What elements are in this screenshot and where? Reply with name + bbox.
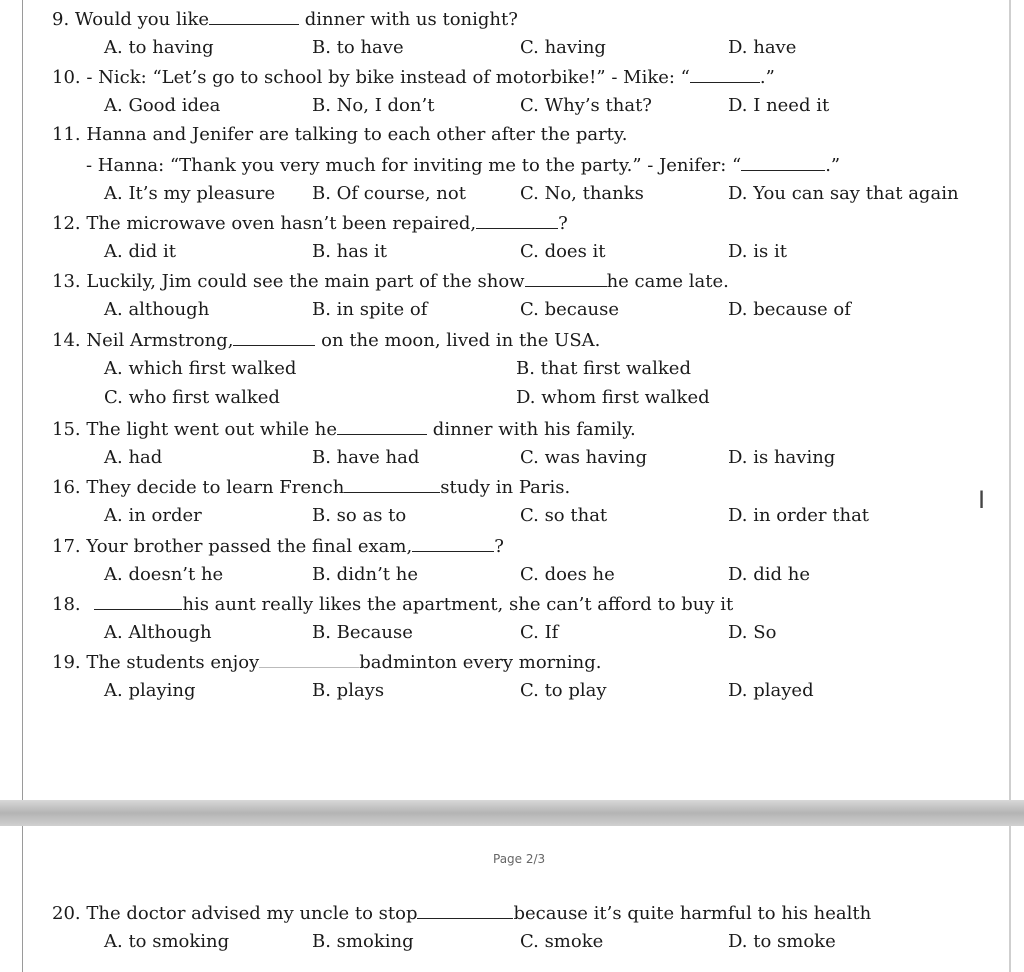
answer-blank (344, 476, 440, 493)
option-b[interactable]: B. Because (312, 622, 413, 643)
question-text: Would you like (74, 9, 210, 30)
question-number: 14. (52, 330, 81, 351)
option-d[interactable]: D. have (728, 37, 797, 58)
option-b[interactable]: B. have had (312, 447, 420, 468)
page-break-separator (0, 800, 1024, 826)
option-a[interactable]: A. did it (104, 241, 176, 262)
question-18 (52, 593, 733, 616)
option-b[interactable]: B. in spite of (312, 299, 428, 320)
question-number: 20. (52, 903, 81, 924)
question-11 (52, 124, 627, 146)
option-b[interactable]: B. didn’t he (312, 564, 418, 585)
question-number: 13. (52, 271, 81, 292)
option-a[interactable]: A. had (104, 447, 163, 468)
question-number: 12. (52, 213, 81, 234)
answer-blank (412, 535, 494, 552)
option-d[interactable]: D. in order that (728, 505, 870, 526)
question-number: 15. (52, 419, 81, 440)
option-c[interactable]: C. was having (520, 447, 648, 468)
option-c[interactable]: C. smoke (520, 931, 604, 952)
question-number: 19. (52, 652, 81, 673)
option-c[interactable]: C. so that (520, 505, 608, 526)
question-text-end: his aunt really likes the apartment, she can’t afford to buy it (182, 594, 734, 615)
option-d[interactable]: D. You can say that again (728, 183, 959, 204)
question-text-end: he came late. (606, 271, 729, 292)
question-number: 17. (52, 536, 81, 557)
option-c[interactable]: C. who first walked (104, 387, 280, 408)
option-d[interactable]: D. whom first walked (516, 387, 710, 408)
question-11-dialogue (86, 154, 840, 177)
option-d[interactable]: D. is it (728, 241, 787, 262)
option-a[interactable]: A. Good idea (104, 95, 221, 116)
option-b[interactable]: B. has it (312, 241, 387, 262)
question-text-end: study in Paris. (440, 477, 571, 498)
option-c[interactable]: C. If (520, 622, 559, 643)
question-text: They decide to learn French (86, 477, 345, 498)
page-number: Page 2/3 (493, 852, 546, 866)
question-text: The light went out while he (86, 419, 338, 440)
option-c[interactable]: C. having (520, 37, 606, 58)
question-number: 18. (52, 594, 81, 615)
answer-blank (417, 902, 513, 919)
question-text: Hanna and Jenifer are talking to each other after the party. (86, 124, 628, 145)
option-c[interactable]: C. Why’s that? (520, 95, 652, 116)
option-a[interactable]: A. It’s my pleasure (104, 183, 276, 204)
answer-blank (690, 66, 760, 83)
question-10 (52, 66, 775, 89)
question-text: The students enjoy (86, 652, 260, 673)
question-text-end: .” (825, 155, 841, 176)
option-c[interactable]: C. to play (520, 680, 607, 701)
question-text: - Nick: “Let’s go to school by bike instead of motorbike!” - Mike: “ (86, 67, 690, 88)
option-a[interactable]: A. playing (104, 680, 196, 701)
answer-blank (476, 212, 558, 229)
question-text: Luckily, Jim could see the main part of the show (86, 271, 525, 292)
option-d[interactable]: D. So (728, 622, 777, 643)
question-number: 9. (52, 9, 70, 30)
answer-blank (337, 418, 427, 435)
option-b[interactable]: B. so as to (312, 505, 407, 526)
question-number: 10. (52, 67, 81, 88)
question-19 (52, 651, 601, 674)
question-14 (52, 329, 600, 352)
option-c[interactable]: C. No, thanks (520, 183, 644, 204)
option-d[interactable]: D. to smoke (728, 931, 836, 952)
question-text-end: on the moon, lived in the USA. (321, 330, 601, 351)
option-b[interactable]: B. to have (312, 37, 404, 58)
question-9 (52, 8, 518, 31)
question-number: 16. (52, 477, 81, 498)
question-text-end: dinner with his family. (432, 419, 636, 440)
option-a[interactable]: A. to smoking (104, 931, 230, 952)
question-text-end: dinner with us tonight? (304, 9, 518, 30)
option-d[interactable]: D. I need it (728, 95, 830, 116)
option-a[interactable]: A. doesn’t he (104, 564, 224, 585)
question-text-end: .” (759, 67, 775, 88)
question-text-end: badminton every morning. (359, 652, 602, 673)
option-a[interactable]: A. although (104, 299, 210, 320)
question-20 (52, 902, 871, 925)
option-b[interactable]: B. plays (312, 680, 385, 701)
question-number: 11. (52, 124, 81, 145)
question-text-end: because it’s quite harmful to his health (513, 903, 872, 924)
option-d[interactable]: D. because of (728, 299, 851, 320)
option-d[interactable]: D. is having (728, 447, 836, 468)
answer-blank (233, 329, 315, 346)
question-text: Your brother passed the final exam, (86, 536, 413, 557)
question-15 (52, 418, 636, 441)
answer-blank (741, 154, 825, 171)
option-a[interactable]: A. to having (104, 37, 214, 58)
question-13 (52, 270, 729, 293)
question-text: The microwave oven hasn’t been repaired, (86, 213, 477, 234)
question-text-end: ? (494, 536, 504, 557)
question-17 (52, 535, 504, 558)
answer-blank (209, 8, 299, 25)
option-b[interactable]: B. Of course, not (312, 183, 466, 204)
question-16 (52, 476, 570, 499)
option-c[interactable]: C. because (520, 299, 620, 320)
question-12 (52, 212, 568, 235)
option-a[interactable]: A. which first walked (104, 358, 297, 379)
option-b[interactable]: B. that first walked (516, 358, 691, 379)
text-cursor-icon: I (978, 486, 986, 514)
option-c[interactable]: C. does he (520, 564, 615, 585)
question-text-end: ? (558, 213, 568, 234)
option-d[interactable]: D. did he (728, 564, 811, 585)
option-b[interactable]: B. No, I don’t (312, 95, 435, 116)
answer-blank (94, 593, 182, 610)
question-text: - Hanna: “Thank you very much for inviting me to the party.” - Jenifer: “ (86, 155, 742, 176)
question-text: The doctor advised my uncle to stop (86, 903, 418, 924)
answer-blank (259, 651, 359, 668)
option-b[interactable]: B. smoking (312, 931, 414, 952)
option-c[interactable]: C. does it (520, 241, 606, 262)
option-a[interactable]: A. in order (104, 505, 202, 526)
option-a[interactable]: A. Although (104, 622, 212, 643)
option-d[interactable]: D. played (728, 680, 814, 701)
answer-blank (525, 270, 607, 287)
question-text: Neil Armstrong, (86, 330, 234, 351)
